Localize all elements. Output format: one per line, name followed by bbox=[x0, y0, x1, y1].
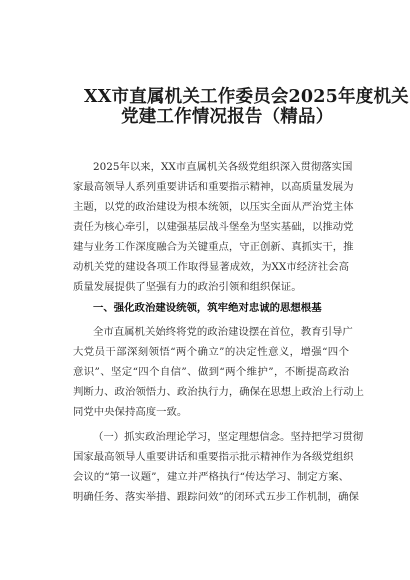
section-heading-1: 一、强化政治建设统领，筑牢绝对忠诚的思想根基 bbox=[93, 302, 322, 314]
paragraph-1-line-6: 动机关党的建设各项工作取得显著成效，为XX市经济社会高 bbox=[73, 261, 349, 273]
paragraph-2-line-3: 意识”、坚定“四个自信”、做到“两个维护”，不断提高政治 bbox=[73, 366, 349, 378]
document-title-line-1: XX市直属机关工作委员会2025年度机关 bbox=[84, 87, 409, 107]
paragraph-1-line-2: 家最高领导人系列重要讲话和重要指示精神，以高质量发展为 bbox=[73, 181, 354, 193]
paragraph-3-line-3: 会议的“第一议题”，建立并严格执行“传达学习、制定方案、 bbox=[73, 471, 349, 483]
paragraph-2-line-1: 全市直属机关始终将党的政治建设摆在首位，教育引导广 bbox=[93, 326, 353, 338]
paragraph-1-line-7: 质量发展提供了坚强有力的政治引领和组织保证。 bbox=[73, 281, 302, 293]
document-title-line-2: 党建工作情况报告（精品） bbox=[121, 107, 334, 127]
paragraph-2-line-5: 同党中央保持高度一致。 bbox=[73, 406, 188, 418]
paragraph-3-line-1: （一）抓实政治理论学习，坚定理想信念。坚持把学习贯彻 bbox=[93, 431, 364, 443]
paragraph-3-line-2: 国家最高领导人重要讲话和重要指示批示精神作为各级党组织 bbox=[73, 451, 354, 463]
paragraph-2-line-4: 判断力、政治领悟力、政治执行力，确保在思想上政治上行动上 bbox=[73, 386, 364, 398]
paragraph-1-line-5: 建与业务工作深度融合为关键重点，守正创新、真抓实干，推 bbox=[73, 241, 354, 253]
paragraph-1-line-1: 2025年以来，XX市直属机关各级党组织深入贯彻落实国 bbox=[93, 161, 353, 173]
paragraph-2-line-2: 大党员干部深刻领悟“两个确立”的决定性意义，增强“四个 bbox=[73, 346, 349, 358]
paragraph-1-line-4: 责任为核心牵引，以建强基层战斗堡垒为坚实基础，以推动党 bbox=[73, 221, 354, 233]
paragraph-1-line-3: 主题，以党的政治建设为根本统领，以压实全面从严治党主体 bbox=[73, 201, 354, 213]
paragraph-3-line-4: 明确任务、落实举措、跟踪问效”的闭环式五步工作机制，确保 bbox=[73, 491, 359, 503]
